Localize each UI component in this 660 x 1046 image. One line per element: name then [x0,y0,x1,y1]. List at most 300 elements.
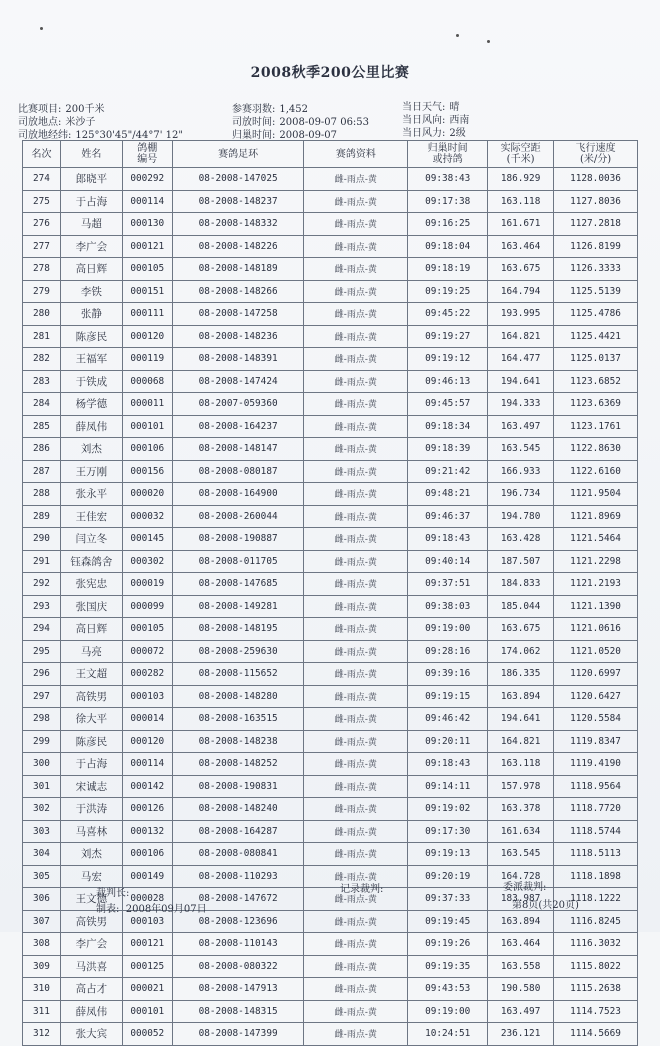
ring-cell: 08-2008-148240 [172,798,304,821]
speed-cell: 1120.5584 [554,708,638,731]
speed-cell: 1125.4421 [554,325,638,348]
loft-id-cell: 000020 [122,483,172,506]
name-cell: 于占海 [60,753,122,776]
ring-cell: 08-2008-164287 [172,820,304,843]
name-cell: 陈彦民 [60,325,122,348]
speed-cell: 1115.8022 [554,955,638,978]
speed-cell: 1121.9504 [554,483,638,506]
distance-cell: 174.062 [488,640,554,663]
return-time-cell: 09:40:14 [408,550,488,573]
bird-info-cell: 雌-雨点-黄 [304,258,408,281]
info-weather: 当日天气: 晴 [402,102,460,113]
name-cell: 马喜林 [60,820,122,843]
rank-cell: 277 [23,235,61,258]
header-name: 姓名 [60,141,122,168]
speed-cell: 1119.4190 [554,753,638,776]
bird-info-cell: 雌-雨点-黄 [304,280,408,303]
distance-cell: 163.894 [488,685,554,708]
table-row [23,550,638,573]
loft-id-cell: 000099 [122,595,172,618]
loft-id-cell: 000151 [122,280,172,303]
table-row [23,168,638,191]
speed-cell: 1125.0137 [554,348,638,371]
speed-cell: 1118.1898 [554,865,638,888]
speed-cell: 1126.3333 [554,258,638,281]
rank-cell: 312 [23,1023,61,1046]
name-cell: 王文德 [60,888,122,911]
loft-id-cell: 000292 [122,168,172,191]
bird-info-cell: 雌-雨点-黄 [304,888,408,911]
speed-cell: 1128.0036 [554,168,638,191]
header-return-time: 归巢时间 或持鸽 [408,141,488,168]
return-time-cell: 09:16:25 [408,213,488,236]
table-row [23,438,638,461]
distance-cell: 185.044 [488,595,554,618]
return-time-cell: 09:18:19 [408,258,488,281]
name-cell: 王万刚 [60,460,122,483]
bird-info-cell: 雌-雨点-黄 [304,933,408,956]
table-row [23,528,638,551]
return-time-cell: 09:19:00 [408,618,488,641]
loft-id-cell: 000021 [122,978,172,1001]
rank-cell: 311 [23,1000,61,1023]
ring-cell: 08-2008-190831 [172,775,304,798]
speed-cell: 1123.6852 [554,370,638,393]
loft-id-cell: 000121 [122,235,172,258]
name-cell: 闫立冬 [60,528,122,551]
return-time-cell: 10:24:51 [408,1023,488,1046]
table-row [23,753,638,776]
speed-cell: 1121.2193 [554,573,638,596]
ring-cell: 08-2008-123696 [172,910,304,933]
table-row [23,258,638,281]
name-cell: 李广会 [60,933,122,956]
table-row [23,933,638,956]
return-time-cell: 09:38:03 [408,595,488,618]
rank-cell: 309 [23,955,61,978]
bird-info-cell: 雌-雨点-黄 [304,798,408,821]
ring-cell: 08-2008-110143 [172,933,304,956]
rank-cell: 302 [23,798,61,821]
loft-id-cell: 000302 [122,550,172,573]
name-cell: 王佳宏 [60,505,122,528]
loft-id-cell: 000130 [122,213,172,236]
loft-id-cell: 000032 [122,505,172,528]
distance-cell: 163.675 [488,618,554,641]
name-cell: 马洪喜 [60,955,122,978]
return-time-cell: 09:18:04 [408,235,488,258]
name-cell: 王福军 [60,348,122,371]
speed-cell: 1118.5744 [554,820,638,843]
name-cell: 陈彦民 [60,730,122,753]
table-row [23,235,638,258]
table-row [23,280,638,303]
name-cell: 张大宾 [60,1023,122,1046]
name-cell: 高日辉 [60,618,122,641]
rank-cell: 282 [23,348,61,371]
return-time-cell: 09:14:11 [408,775,488,798]
rank-cell: 308 [23,933,61,956]
table-row [23,460,638,483]
name-cell: 杨学德 [60,393,122,416]
header-speed: 飞行速度 (米/分) [554,141,638,168]
rank-cell: 280 [23,303,61,326]
header-ring: 赛鸽足环 [172,141,304,168]
bird-info-cell: 雌-雨点-黄 [304,685,408,708]
ring-cell: 08-2008-164237 [172,415,304,438]
bird-info-cell: 雌-雨点-黄 [304,190,408,213]
loft-id-cell: 000111 [122,303,172,326]
bird-info-cell: 雌-雨点-黄 [304,753,408,776]
table-row [23,1000,638,1023]
table-row [23,393,638,416]
rank-cell: 306 [23,888,61,911]
ring-cell: 08-2008-148252 [172,753,304,776]
bird-info-cell: 雌-雨点-黄 [304,640,408,663]
ring-cell: 08-2008-148195 [172,618,304,641]
speed-cell: 1119.8347 [554,730,638,753]
table-row [23,978,638,1001]
rank-cell: 293 [23,595,61,618]
table-header-row [23,141,638,168]
distance-cell: 164.821 [488,325,554,348]
bird-info-cell: 雌-雨点-黄 [304,438,408,461]
rank-cell: 283 [23,370,61,393]
loft-id-cell: 000121 [122,933,172,956]
speed-cell: 1116.3032 [554,933,638,956]
table-row [23,483,638,506]
distance-cell: 163.464 [488,235,554,258]
return-time-cell: 09:19:35 [408,955,488,978]
name-cell: 李铁 [60,280,122,303]
ring-cell: 08-2008-148189 [172,258,304,281]
speed-cell: 1121.0616 [554,618,638,641]
return-time-cell: 09:20:19 [408,865,488,888]
speed-cell: 1123.1761 [554,415,638,438]
speed-cell: 1121.5464 [554,528,638,551]
distance-cell: 194.641 [488,708,554,731]
loft-id-cell: 000068 [122,370,172,393]
loft-id-cell: 000156 [122,460,172,483]
name-cell: 马超 [60,213,122,236]
loft-id-cell: 000114 [122,753,172,776]
rank-cell: 299 [23,730,61,753]
rank-cell: 285 [23,415,61,438]
ring-cell: 08-2008-147258 [172,303,304,326]
rank-cell: 298 [23,708,61,731]
speed-cell: 1114.5669 [554,1023,638,1046]
table-row [23,820,638,843]
ring-cell: 08-2008-147672 [172,888,304,911]
return-time-cell: 09:45:57 [408,393,488,416]
distance-cell: 163.894 [488,910,554,933]
return-time-cell: 09:18:39 [408,438,488,461]
rank-cell: 303 [23,820,61,843]
distance-cell: 164.821 [488,730,554,753]
speed-cell: 1115.2638 [554,978,638,1001]
return-time-cell: 09:37:51 [408,573,488,596]
ring-cell: 08-2008-080841 [172,843,304,866]
table-row [23,303,638,326]
rank-cell: 291 [23,550,61,573]
rank-cell: 305 [23,865,61,888]
speed-cell: 1120.6427 [554,685,638,708]
speed-cell: 1118.5113 [554,843,638,866]
name-cell: 张国庆 [60,595,122,618]
table-row [23,573,638,596]
distance-cell: 190.580 [488,978,554,1001]
info-entry-count: 参赛羽数: 1,452 [232,104,309,115]
name-cell: 李广会 [60,235,122,258]
speed-cell: 1118.7720 [554,798,638,821]
bird-info-cell: 雌-雨点-黄 [304,348,408,371]
bird-info-cell: 雌-雨点-黄 [304,393,408,416]
return-time-cell: 09:38:43 [408,168,488,191]
distance-cell: 194.780 [488,505,554,528]
name-cell: 薛凤伟 [60,415,122,438]
bird-info-cell: 雌-雨点-黄 [304,708,408,731]
return-time-cell: 09:18:43 [408,528,488,551]
rank-cell: 300 [23,753,61,776]
ring-cell: 08-2008-147685 [172,573,304,596]
speed-cell: 1121.8969 [554,505,638,528]
distance-cell: 186.335 [488,663,554,686]
ring-cell: 08-2008-163515 [172,708,304,731]
distance-cell: 194.333 [488,393,554,416]
name-cell: 于洪涛 [60,798,122,821]
return-time-cell: 09:19:26 [408,933,488,956]
rank-cell: 281 [23,325,61,348]
ring-cell: 08-2007-059360 [172,393,304,416]
speed-cell: 1122.8630 [554,438,638,461]
ring-cell: 08-2008-259630 [172,640,304,663]
bird-info-cell: 雌-雨点-黄 [304,505,408,528]
name-cell: 刘杰 [60,438,122,461]
speed-cell: 1127.2818 [554,213,638,236]
bird-info-cell: 雌-雨点-黄 [304,303,408,326]
bird-info-cell: 雌-雨点-黄 [304,618,408,641]
footer-made: 制表: 2008年09月07日 [96,904,207,915]
info-release-time: 司放时间: 2008-09-07 06:53 [232,117,370,128]
loft-id-cell: 000106 [122,438,172,461]
rank-cell: 279 [23,280,61,303]
bird-info-cell: 雌-雨点-黄 [304,325,408,348]
bird-info-cell: 雌-雨点-黄 [304,235,408,258]
ring-cell: 08-2008-110293 [172,865,304,888]
name-cell: 张永平 [60,483,122,506]
info-wind-direction: 当日风向: 西南 [402,115,470,126]
bird-info-cell: 雌-雨点-黄 [304,843,408,866]
scan-speck [456,34,459,37]
rank-cell: 310 [23,978,61,1001]
loft-id-cell: 000011 [122,393,172,416]
table-row [23,1023,638,1046]
ring-cell: 08-2008-011705 [172,550,304,573]
bird-info-cell: 雌-雨点-黄 [304,978,408,1001]
loft-id-cell: 000114 [122,190,172,213]
speed-cell: 1125.4786 [554,303,638,326]
bird-info-cell: 雌-雨点-黄 [304,168,408,191]
rank-cell: 276 [23,213,61,236]
distance-cell: 164.728 [488,865,554,888]
name-cell: 宋诚志 [60,775,122,798]
info-project: 比赛项目: 200千米 [18,104,105,115]
loft-id-cell: 000052 [122,1023,172,1046]
rank-cell: 289 [23,505,61,528]
table-row [23,348,638,371]
return-time-cell: 09:19:25 [408,280,488,303]
ring-cell: 08-2008-148280 [172,685,304,708]
bird-info-cell: 雌-雨点-黄 [304,1023,408,1046]
loft-id-cell: 000120 [122,730,172,753]
info-location: 司放地点: 米沙子 [18,117,96,128]
rank-cell: 275 [23,190,61,213]
ring-cell: 08-2008-147424 [172,370,304,393]
speed-cell: 1116.8245 [554,910,638,933]
distance-cell: 163.464 [488,933,554,956]
loft-id-cell: 000120 [122,325,172,348]
return-time-cell: 09:21:42 [408,460,488,483]
ring-cell: 08-2008-080187 [172,460,304,483]
return-time-cell: 09:45:22 [408,303,488,326]
table-row [23,618,638,641]
rank-cell: 294 [23,618,61,641]
name-cell: 张宪忠 [60,573,122,596]
ring-cell: 08-2008-148237 [172,190,304,213]
name-cell: 张静 [60,303,122,326]
speed-cell: 1120.6997 [554,663,638,686]
distance-cell: 163.118 [488,190,554,213]
speed-cell: 1118.1222 [554,888,638,911]
speed-cell: 1123.6369 [554,393,638,416]
return-time-cell: 09:19:13 [408,843,488,866]
table-row [23,370,638,393]
return-time-cell: 09:46:37 [408,505,488,528]
name-cell: 于铁成 [60,370,122,393]
scan-speck [40,27,43,30]
ring-cell: 08-2008-147025 [172,168,304,191]
table-row [23,640,638,663]
footer-delegate: 委派裁判: [503,882,547,893]
return-time-cell: 09:19:15 [408,685,488,708]
distance-cell: 163.545 [488,438,554,461]
name-cell: 郎晓平 [60,168,122,191]
rank-cell: 301 [23,775,61,798]
footer-recorder: 记录裁判: [340,884,384,895]
loft-id-cell: 000282 [122,663,172,686]
return-time-cell: 09:20:11 [408,730,488,753]
loft-id-cell: 000072 [122,640,172,663]
bird-info-cell: 雌-雨点-黄 [304,415,408,438]
distance-cell: 164.477 [488,348,554,371]
loft-id-cell: 000126 [122,798,172,821]
bird-info-cell: 雌-雨点-黄 [304,370,408,393]
name-cell: 钰森鸽舍 [60,550,122,573]
return-time-cell: 09:37:33 [408,888,488,911]
name-cell: 马宏 [60,865,122,888]
info-coordinates: 司放地经纬: 125°30'45"/44°7' 12" [18,130,183,141]
distance-cell: 163.428 [488,528,554,551]
return-time-cell: 09:18:43 [408,753,488,776]
info-return-time: 归巢时间: 2008-09-07 [232,130,338,141]
speed-cell: 1127.8036 [554,190,638,213]
table-row [23,798,638,821]
rank-cell: 295 [23,640,61,663]
ring-cell: 08-2008-147399 [172,1023,304,1046]
ring-cell: 08-2008-148391 [172,348,304,371]
ring-cell: 08-2008-080322 [172,955,304,978]
return-time-cell: 09:48:21 [408,483,488,506]
distance-cell: 163.497 [488,415,554,438]
return-time-cell: 09:17:30 [408,820,488,843]
rank-cell: 292 [23,573,61,596]
bird-info-cell: 雌-雨点-黄 [304,775,408,798]
bird-info-cell: 雌-雨点-黄 [304,550,408,573]
rank-cell: 287 [23,460,61,483]
rank-cell: 304 [23,843,61,866]
table-row [23,325,638,348]
bird-info-cell: 雌-雨点-黄 [304,483,408,506]
loft-id-cell: 000103 [122,910,172,933]
ring-cell: 08-2008-164900 [172,483,304,506]
loft-id-cell: 000132 [122,820,172,843]
speed-cell: 1121.0520 [554,640,638,663]
table-row [23,730,638,753]
name-cell: 高铁男 [60,685,122,708]
return-time-cell: 09:17:38 [408,190,488,213]
distance-cell: 187.507 [488,550,554,573]
distance-cell: 163.378 [488,798,554,821]
table-row [23,415,638,438]
ring-cell: 08-2008-148238 [172,730,304,753]
loft-id-cell: 000119 [122,348,172,371]
table-row [23,685,638,708]
loft-id-cell: 000145 [122,528,172,551]
table-row [23,955,638,978]
distance-cell: 157.978 [488,775,554,798]
loft-id-cell: 000103 [122,685,172,708]
return-time-cell: 09:28:16 [408,640,488,663]
bird-info-cell: 雌-雨点-黄 [304,213,408,236]
rank-cell: 297 [23,685,61,708]
name-cell: 于占海 [60,190,122,213]
table-row [23,775,638,798]
ring-cell: 08-2008-149281 [172,595,304,618]
bird-info-cell: 雌-雨点-黄 [304,460,408,483]
ring-cell: 08-2008-148147 [172,438,304,461]
loft-id-cell: 000149 [122,865,172,888]
footer-judge: 裁判长: [96,888,130,899]
distance-cell: 196.734 [488,483,554,506]
rank-cell: 296 [23,663,61,686]
name-cell: 徐大平 [60,708,122,731]
header-bird-info: 赛鸽资料 [304,141,408,168]
distance-cell: 236.121 [488,1023,554,1046]
header-rank: 名次 [23,141,61,168]
bird-info-cell: 雌-雨点-黄 [304,528,408,551]
ring-cell: 08-2008-148315 [172,1000,304,1023]
distance-cell: 163.545 [488,843,554,866]
name-cell: 高铁男 [60,910,122,933]
distance-cell: 164.794 [488,280,554,303]
ring-cell: 08-2008-148332 [172,213,304,236]
speed-cell: 1118.9564 [554,775,638,798]
distance-cell: 166.933 [488,460,554,483]
return-time-cell: 09:19:27 [408,325,488,348]
distance-cell: 183.987 [488,888,554,911]
return-time-cell: 09:19:02 [408,798,488,821]
ring-cell: 08-2008-148266 [172,280,304,303]
